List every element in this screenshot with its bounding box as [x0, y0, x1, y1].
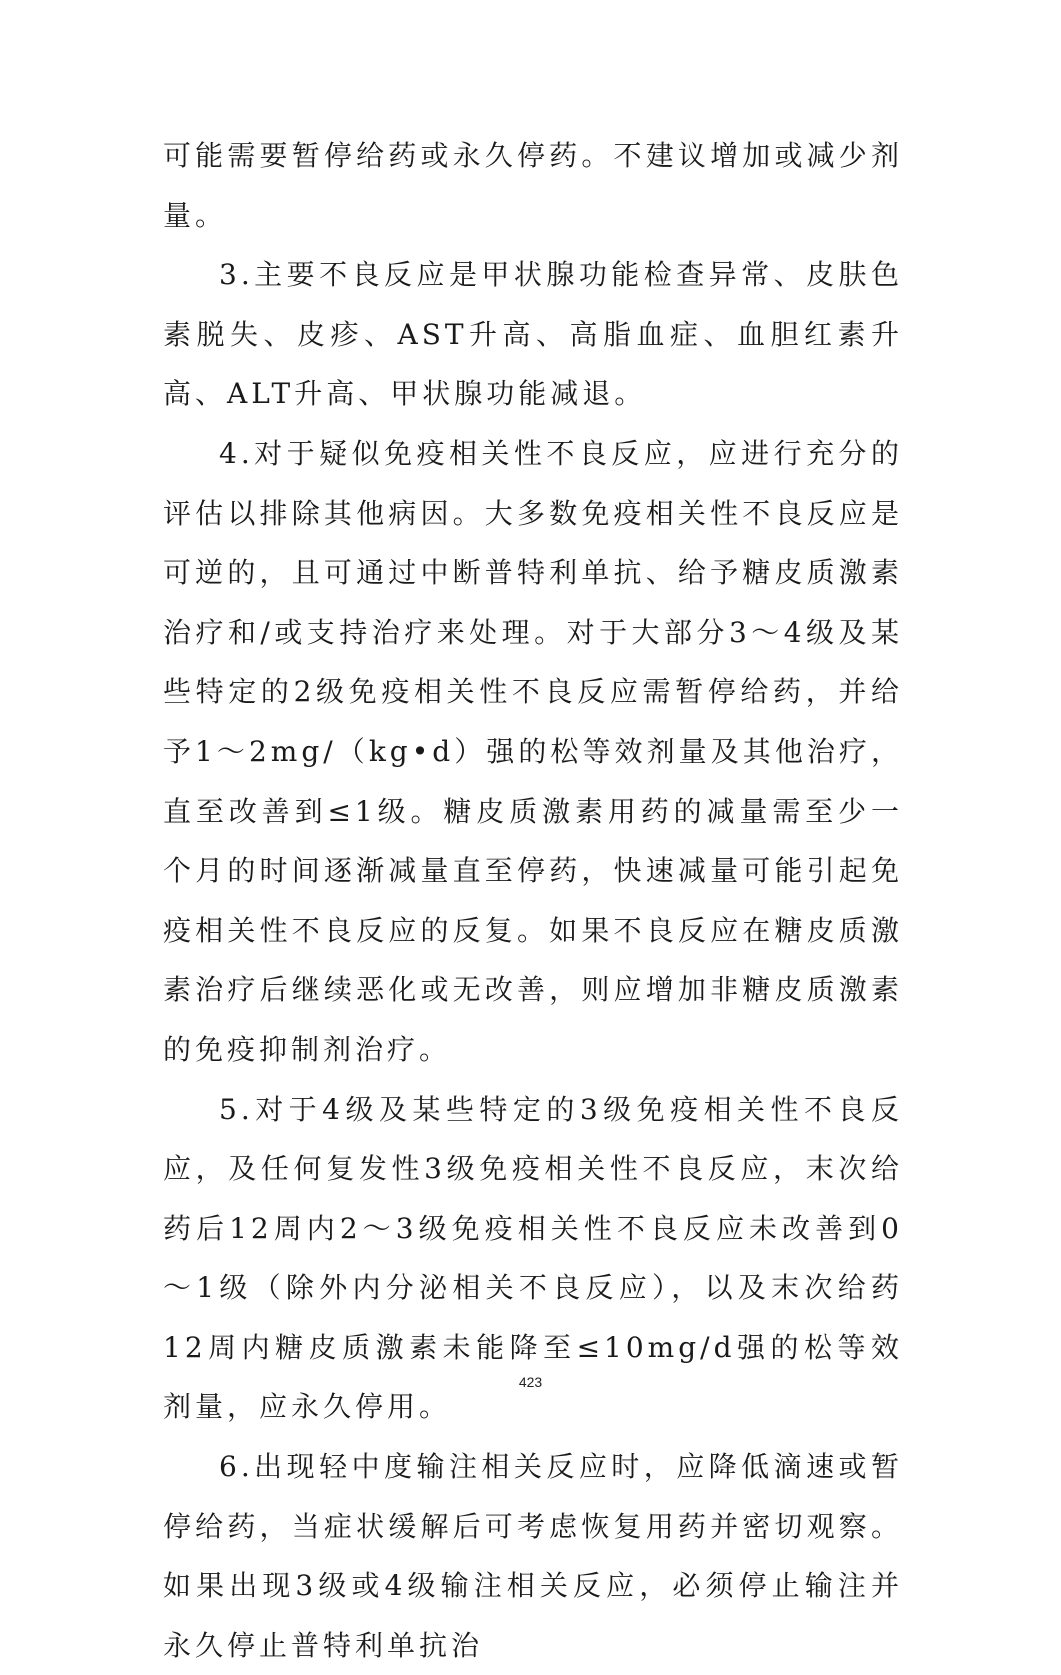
paragraph-item-5: 5.对于4级及某些特定的3级免疫相关性不良反应，及任何复发性3级免疫相关性不良反应，末次给药后12周内2～3级免疫相关性不良反应未改善到0～1级（除外内分泌相关不良反应），以及末次给药12周内糖皮质激素未能降至≤10mg/d强的松等效剂量，应永久停用。 [163, 1092, 903, 1424]
paragraph-continuation: 可能需要暂停给药或永久停药。不建议增加或减少剂量。 [163, 139, 903, 232]
paragraph-item-4: 4.对于疑似免疫相关性不良反应，应进行充分的评估以排除其他病因。大多数免疫相关性不良反应是可逆的，且可通过中断普特利单抗、给予糖皮质激素治疗和/或支持治疗来处理。对于大部分3～4级及某些特定的2级免疫相关性不良反应需暂停给药，并给予1～2mg/（kg•d）强的松等效剂量及其他治疗，直至改善到≤1级。糖皮质激素用药的减量需至少一个月的时间逐渐减量直至停药，快速减量可能引起免疫相关性不良反应的反复。如果不良反应在糖皮质激素治疗后继续恶化或无改善，则应增加非糖皮质激素的免疫抑制剂治疗。 [163, 436, 903, 1066]
paragraph-item-6: 6.出现轻中度输注相关反应时，应降低滴速或暂停给药，当症状缓解后可考虑恢复用药并密切观察。如果出现3级或4级输注相关反应，必须停止输注并永久停止普特利单抗治 [163, 1450, 903, 1662]
paragraph-item-3: 3.主要不良反应是甲状腺功能检查异常、皮肤色素脱失、皮疹、AST升高、高脂血症、血胆红素升高、ALT升高、甲状腺功能减退。 [163, 258, 903, 411]
body-text [163, 126, 903, 1675]
page-number: 423 [518, 1374, 543, 1390]
